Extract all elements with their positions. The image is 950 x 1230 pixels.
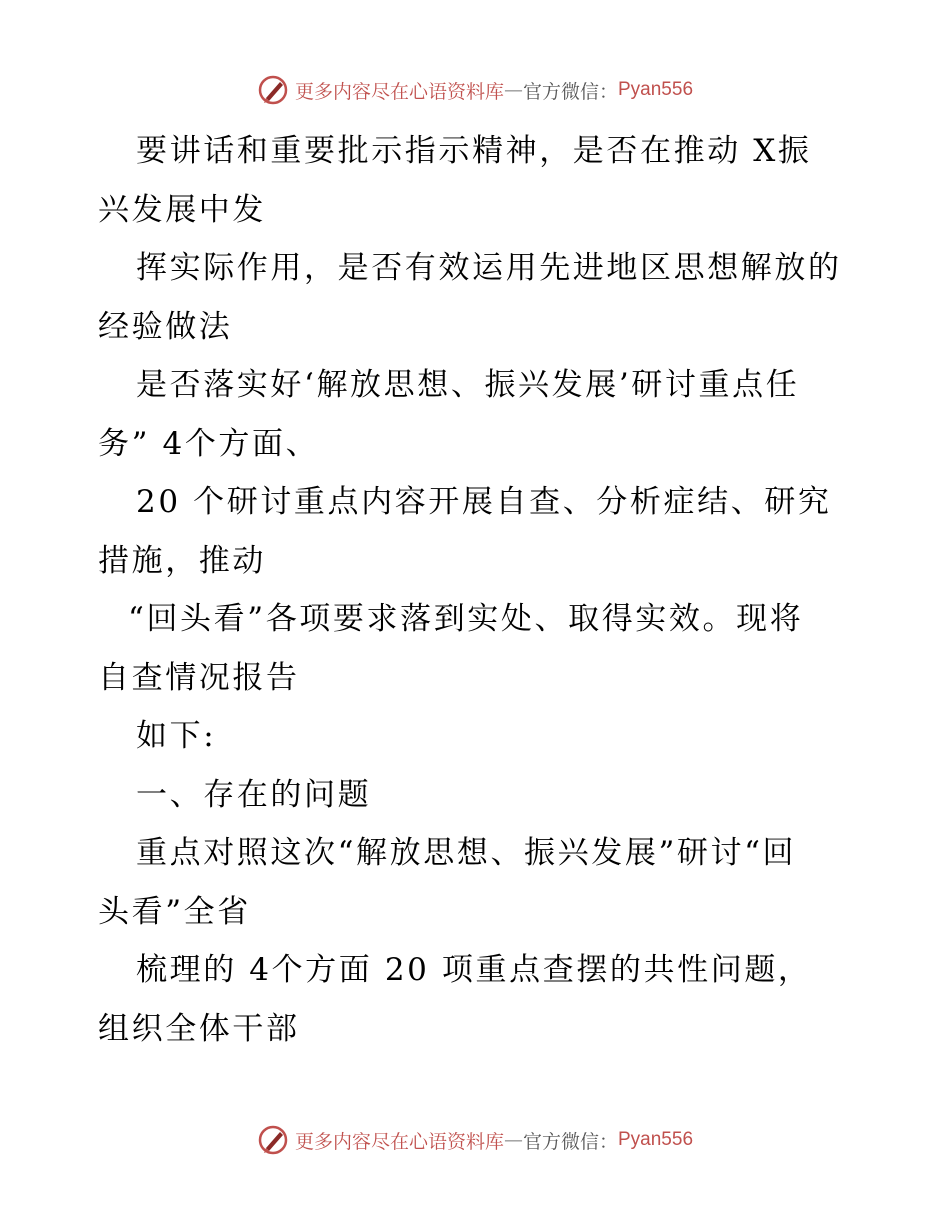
- watermark-sub-text: 官方微信：: [522, 1130, 618, 1153]
- text-line: 自查情况报告: [98, 659, 300, 696]
- watermark-id: Pyan556: [618, 79, 694, 100]
- watermark-separator: —: [503, 79, 523, 101]
- pen-logo-icon: [257, 1124, 289, 1156]
- text-line: 重点对照这次“解放思想、振兴发展”研讨“回: [136, 835, 797, 871]
- watermark-id: Pyan556: [618, 1129, 694, 1150]
- text-line: “回头看”各项要求落到实处、取得实效。现将: [128, 601, 804, 637]
- section-heading: 一、存在的问题: [136, 776, 372, 813]
- header-watermark: [0, 70, 950, 110]
- text-line: 经验做法: [98, 308, 233, 345]
- text-line: 头看”全省: [98, 893, 251, 930]
- watermark-main-text: 更多内容尽在心语资料库: [294, 80, 504, 103]
- pen-logo-icon: [257, 74, 289, 106]
- text-line: 务” 4个方面、: [98, 425, 320, 462]
- text-line: 要讲话和重要批示指示精神，是否在推动 X振: [136, 133, 812, 169]
- footer-watermark: [0, 1120, 950, 1160]
- text-line: 20 个研讨重点内容开展自查、分析症结、研究: [136, 484, 832, 520]
- text-line: 挥实际作用，是否有效运用先进地区思想解放的: [136, 250, 842, 286]
- text-line: 组织全体干部: [98, 1010, 300, 1047]
- text-line: 兴发展中发: [98, 191, 266, 228]
- text-line: 梳理的 4个方面 20 项重点查摆的共性问题，: [136, 952, 812, 988]
- watermark-sub-text: 官方微信：: [522, 80, 618, 103]
- watermark-separator: —: [503, 1129, 523, 1151]
- watermark-main-text: 更多内容尽在心语资料库: [294, 1130, 504, 1153]
- text-line: 措施，推动: [98, 542, 266, 579]
- document-body: [98, 122, 858, 1058]
- text-line: 是否落实好‘解放思想、振兴发展’研讨重点任: [136, 367, 800, 403]
- text-line: 如下:: [136, 718, 217, 754]
